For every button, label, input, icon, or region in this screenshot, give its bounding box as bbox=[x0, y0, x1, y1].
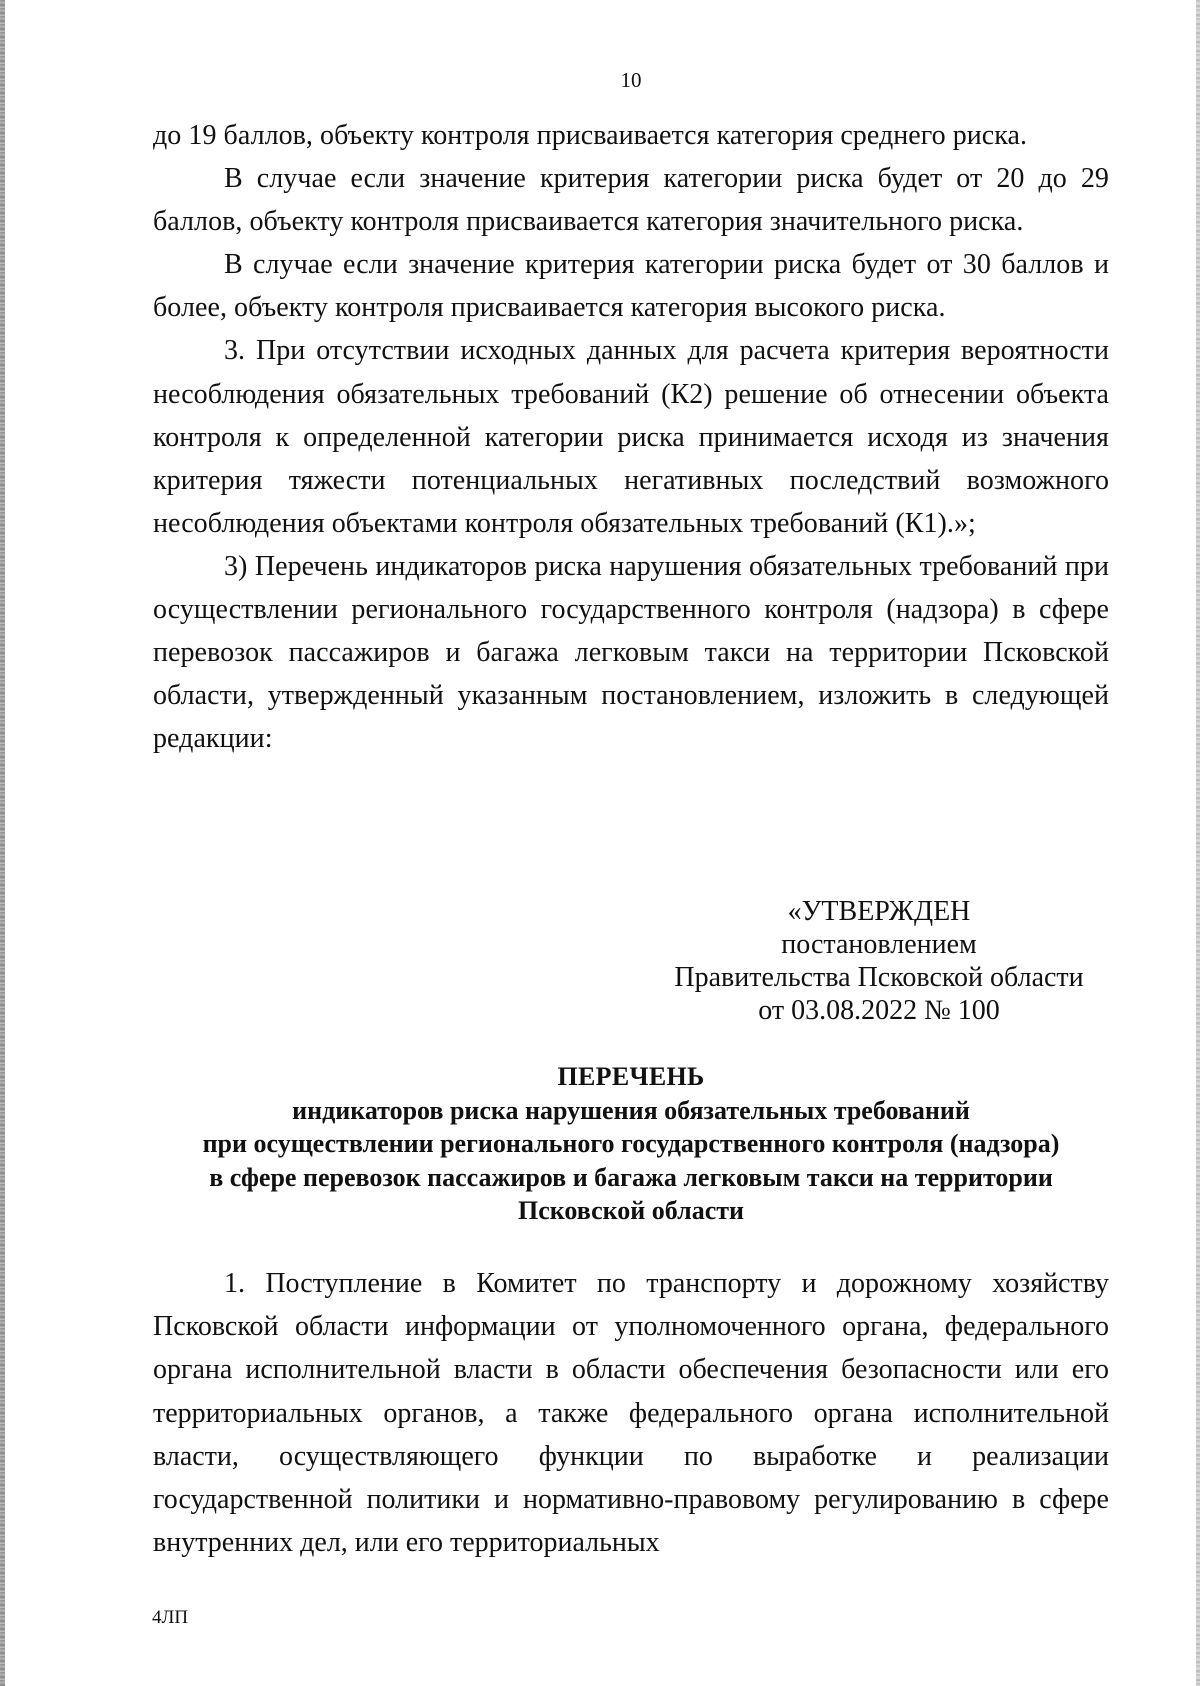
title-line-2: при осуществлении регионального государственного контроля (надзора) bbox=[202, 1129, 1060, 1158]
approval-date-number: от 03.08.2022 № 100 bbox=[758, 995, 1000, 1026]
paragraph-item-3: 3. При отсутствии исходных данных для расчета критерия вероятности несоблюдения обязательных требований (К2) решение об отнесении объекта контроля к определенной категории риска принимается исходя из значения критерия тяжести потенциальных негативных последствий возможного несоблюдения объектами контроля обязательных требований (К1).»; bbox=[153, 335, 1109, 539]
page-number: 10 bbox=[620, 68, 642, 92]
paragraph-risk-significant: В случае если значение критерия категории риска будет от 20 до 29 баллов, объекту контроля присваивается категория значительного риска. bbox=[153, 163, 1109, 238]
paragraph-risk-medium: до 19 баллов, объекту контроля присваивается категория среднего риска. bbox=[153, 120, 1028, 151]
scan-edge-right bbox=[1196, 0, 1200, 1686]
indicator-list bbox=[153, 1262, 1109, 1564]
list-item-1: 1. Поступление в Комитет по транспорту и дорожному хозяйству Псковской области информации от уполномоченного органа, федерального органа исполнительной власти в области обеспечения безопасности или его территориальных органов, а также федерального органа исполнительной власти, осуществляющего функции по выработке и реализации государственной политики и нормативно-правовому регулированию в сфере внутренних дел, или его территориальных bbox=[153, 1268, 1109, 1559]
paragraph-risk-high: В случае если значение критерия категории риска будет от 30 баллов и более, объекту контроля присваивается категория высокого риска. bbox=[153, 249, 1109, 324]
title-main: ПЕРЕЧЕНЬ bbox=[557, 1062, 705, 1091]
approval-by-resolution: постановлением bbox=[781, 929, 977, 960]
footer-code: 4ЛП bbox=[152, 1607, 189, 1628]
approval-approved: «УТВЕРЖДЕН bbox=[787, 896, 971, 927]
paragraph-subitem-3: 3) Перечень индикаторов риска нарушения обязательных требований при осуществлении регионального государственного контроля (надзора) в сфере перевозок пассажиров и багажа легковым такси на территории Псковской области, утвержденный указанным постановлением, изложить в следующей редакции: bbox=[153, 550, 1109, 755]
body-text bbox=[153, 114, 1109, 760]
document-title bbox=[153, 1060, 1109, 1228]
title-line-3: в сфере перевозок пассажиров и багажа легковым такси на территории bbox=[209, 1162, 1053, 1192]
approval-government: Правительства Псковской области bbox=[674, 962, 1084, 993]
approval-stamp bbox=[634, 895, 1124, 1027]
title-line-4: Псковской области bbox=[517, 1196, 744, 1225]
scan-edge-left bbox=[0, 0, 5, 1686]
title-line-1: индикаторов риска нарушения обязательных требований bbox=[292, 1095, 970, 1125]
